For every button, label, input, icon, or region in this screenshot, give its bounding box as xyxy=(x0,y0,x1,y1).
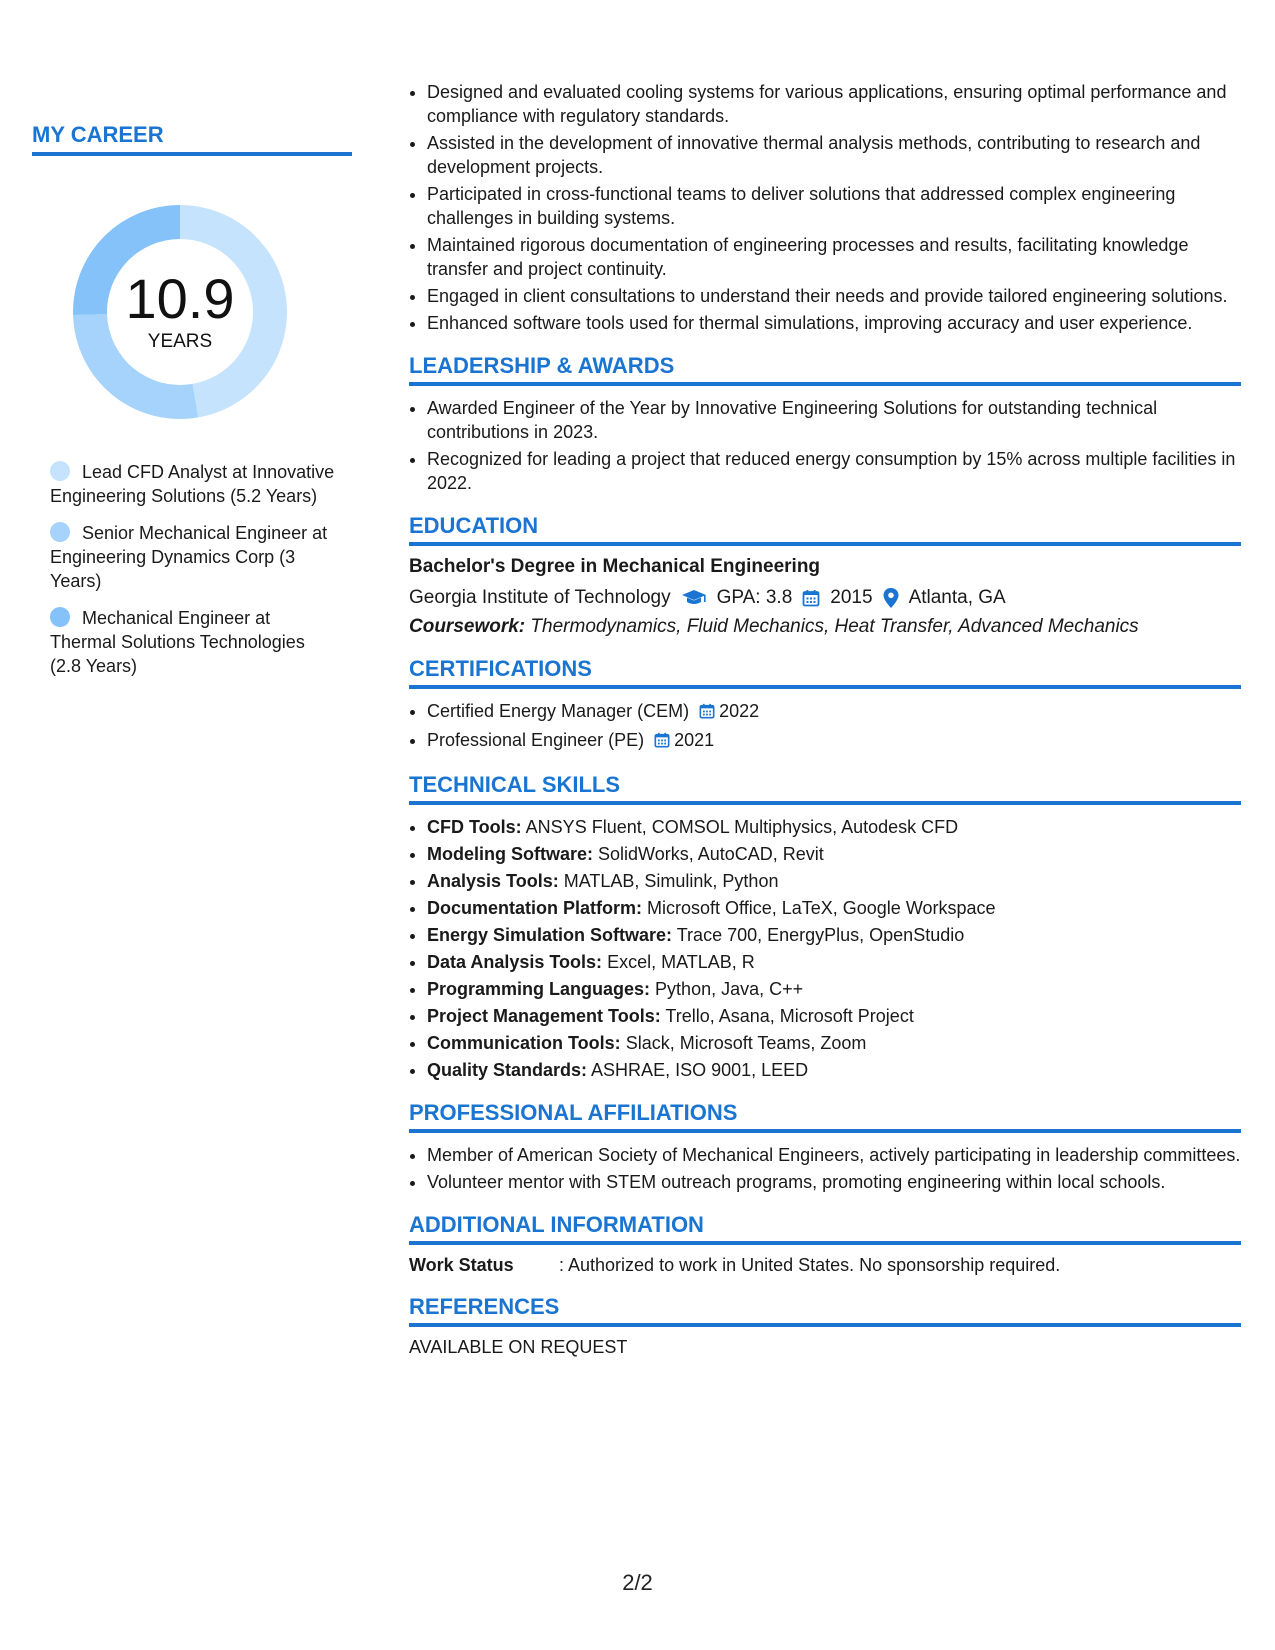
career-sidebar xyxy=(32,122,352,691)
education-details xyxy=(409,584,1241,612)
affiliations-list xyxy=(409,1143,1241,1194)
list-item: • Designed and evaluated cooling systems for various applications, ensuring optimal performance and compliance with regulatory standards. xyxy=(427,80,1241,128)
career-title: MY CAREER xyxy=(32,122,352,156)
leadership-heading: LEADERSHIP & AWARDS xyxy=(409,353,1241,386)
skill-label: Data Analysis Tools: xyxy=(427,952,603,972)
list-item xyxy=(427,977,1241,1001)
legend-dot xyxy=(50,607,70,627)
certifications-heading: CERTIFICATIONS xyxy=(409,656,1241,689)
career-total-unit: YEARS xyxy=(147,331,213,352)
legend-item xyxy=(50,460,340,508)
legend-item xyxy=(50,606,340,678)
skills-heading: TECHNICAL SKILLS xyxy=(409,772,1241,805)
skill-label: Modeling Software: xyxy=(427,844,593,864)
skill-value: ANSYS Fluent, COMSOL Multiphysics, Autodesk CFD xyxy=(525,817,959,837)
map-pin-icon xyxy=(883,588,899,608)
list-item: • Participated in cross-functional teams to deliver solutions that addressed complex engineering challenges in building systems. xyxy=(427,182,1241,230)
list-item xyxy=(427,950,1241,974)
skill-label: Communication Tools: xyxy=(427,1033,621,1053)
skill-label: CFD Tools: xyxy=(427,817,522,837)
skill-value: Python, Java, C++ xyxy=(655,979,804,999)
skill-value: Excel, MATLAB, R xyxy=(607,952,755,972)
legend-label: Mechanical Engineer at Thermal Solutions Technologies (2.8 Years) xyxy=(50,608,305,676)
graduation-cap-icon xyxy=(681,589,707,607)
legend-dot xyxy=(50,461,70,481)
list-item: • Maintained rigorous documentation of engineering processes and results, facilitating knowledge transfer and project continuity. xyxy=(427,233,1241,281)
work-status-row xyxy=(409,1255,1241,1276)
legend-item xyxy=(50,521,340,593)
skill-value: ASHRAE, ISO 9001, LEED xyxy=(591,1060,809,1080)
list-item: • Member of American Society of Mechanical Engineers, actively participating in leadership committees. xyxy=(427,1143,1241,1167)
education-gpa: GPA: 3.8 xyxy=(716,587,793,608)
skill-label: Documentation Platform: xyxy=(427,898,643,918)
list-item xyxy=(427,815,1241,839)
cert-name: Professional Engineer (PE) xyxy=(427,730,645,750)
references-text: AVAILABLE ON REQUEST xyxy=(409,1337,628,1357)
leadership-list xyxy=(409,396,1241,495)
list-item xyxy=(427,1058,1241,1082)
list-item: • Enhanced software tools used for thermal simulations, improving accuracy and user experience. xyxy=(427,311,1241,335)
experience-bullets xyxy=(409,80,1241,335)
skill-value: Trace 700, EnergyPlus, OpenStudio xyxy=(676,925,965,945)
list-item xyxy=(427,1004,1241,1028)
cert-year: 2021 xyxy=(674,730,715,750)
cert-year: 2022 xyxy=(719,701,760,721)
list-item xyxy=(427,699,1241,725)
affiliations-heading: PROFESSIONAL AFFILIATIONS xyxy=(409,1100,1241,1133)
skill-value: SolidWorks, AutoCAD, Revit xyxy=(598,844,824,864)
coursework-text: Thermodynamics, Fluid Mechanics, Heat Transfer, Advanced Mechanics xyxy=(530,616,1139,637)
skill-value: Slack, Microsoft Teams, Zoom xyxy=(625,1033,867,1053)
list-item: • Recognized for leading a project that reduced energy consumption by 15% across multiple facilities in 2022. xyxy=(427,447,1241,495)
skill-value: Trello, Asana, Microsoft Project xyxy=(665,1006,914,1026)
work-status-value: : Authorized to work in United States. No sponsorship required. xyxy=(559,1255,1061,1275)
education-heading: EDUCATION xyxy=(409,513,1241,546)
cert-name: Certified Energy Manager (CEM) xyxy=(427,701,690,721)
list-item xyxy=(427,842,1241,866)
list-item: • Assisted in the development of innovative thermal analysis methods, contributing to research and development projects. xyxy=(427,131,1241,179)
list-item xyxy=(427,1031,1241,1055)
page-number: 2/2 xyxy=(622,1570,653,1595)
calendar-icon xyxy=(699,701,715,725)
list-item: • Awarded Engineer of the Year by Innovative Engineering Solutions for outstanding technical contributions in 2023. xyxy=(427,396,1241,444)
education-coursework xyxy=(409,616,1241,638)
references-heading: REFERENCES xyxy=(409,1294,1241,1327)
list-item xyxy=(427,896,1241,920)
calendar-icon xyxy=(654,730,670,754)
list-item: • Volunteer mentor with STEM outreach programs, promoting engineering within local schools. xyxy=(427,1170,1241,1194)
skill-label: Analysis Tools: xyxy=(427,871,559,891)
certifications-list xyxy=(409,699,1241,754)
skill-value: Microsoft Office, LaTeX, Google Workspace xyxy=(647,898,996,918)
skill-label: Project Management Tools: xyxy=(427,1006,661,1026)
education-year: 2015 xyxy=(830,587,873,608)
legend-label: Senior Mechanical Engineer at Engineering Dynamics Corp (3 Years) xyxy=(50,523,328,591)
career-total-years: 10.9 xyxy=(125,267,235,330)
skill-label: Energy Simulation Software: xyxy=(427,925,673,945)
list-item: • Engaged in client consultations to understand their needs and provide tailored engineering solutions. xyxy=(427,284,1241,308)
skill-label: Programming Languages: xyxy=(427,979,651,999)
education-location: Atlanta, GA xyxy=(908,587,1006,608)
skill-label: Quality Standards: xyxy=(427,1060,588,1080)
main-content xyxy=(409,80,1241,1358)
legend-dot xyxy=(50,522,70,542)
education-degree: Bachelor's Degree in Mechanical Engineering xyxy=(409,556,821,577)
work-status-label: Work Status xyxy=(409,1255,514,1275)
additional-info-heading: ADDITIONAL INFORMATION xyxy=(409,1212,1241,1245)
career-legend xyxy=(50,460,340,678)
education-school: Georgia Institute of Technology xyxy=(409,587,671,608)
skill-value: MATLAB, Simulink, Python xyxy=(563,871,779,891)
list-item xyxy=(427,728,1241,754)
legend-label: Lead CFD Analyst at Innovative Engineering Solutions (5.2 Years) xyxy=(50,462,335,506)
career-donut-chart xyxy=(66,198,294,426)
list-item xyxy=(427,869,1241,893)
skills-list xyxy=(409,815,1241,1082)
coursework-label: Coursework: xyxy=(409,616,526,637)
calendar-icon xyxy=(802,589,820,607)
list-item xyxy=(427,923,1241,947)
